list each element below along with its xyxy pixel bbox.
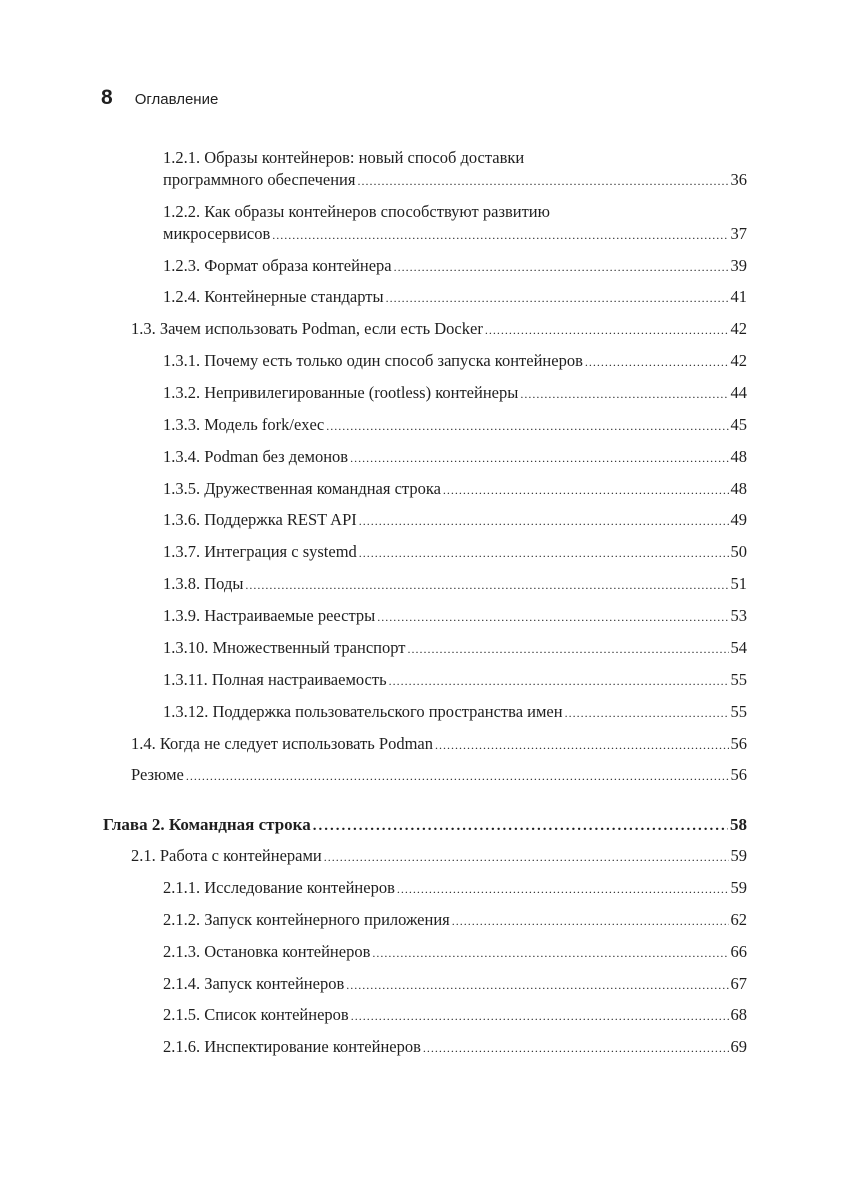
toc-page-number: 42 [730,319,747,338]
toc-entry-title: 1.3.12. Поддержка пользовательского пространства имен [163,702,563,721]
toc-entry-title: 1.2.3. Формат образа контейнера [163,256,392,275]
toc-entry-title: 1.3. Зачем использовать Podman, если есть Docker [131,319,483,338]
dot-leader [359,510,729,532]
toc-entry-title: 1.3.2. Непривилегированные (rootless) контейнеры [163,383,519,402]
toc-entry-title: 1.3.3. Модель fork/exec [163,415,325,434]
toc-page-number: 67 [730,974,747,993]
toc-entry-title: 1.3.11. Полная настраиваемость [163,670,387,689]
toc-entry-title: 2.1.2. Запуск контейнерного приложения [163,910,450,929]
toc-entry [163,1036,747,1059]
toc-page-number: 48 [730,447,747,466]
toc-chapter-title: Глава 2. Командная строка [103,815,311,834]
toc-entry [163,446,747,469]
toc-entry [163,701,747,724]
running-title: Оглавление [134,91,219,108]
toc-entry [163,541,747,564]
toc-entry [163,669,747,692]
dot-leader [377,606,728,628]
toc-entry-title: Резюме [131,765,184,784]
toc-page-number: 49 [730,510,747,529]
toc-entry [163,573,747,596]
toc-entry-title: 2.1.6. Инспектирование контейнеров [163,1037,421,1056]
dot-leader [346,974,728,996]
toc-entry [163,605,747,628]
toc-page-number: 62 [730,910,747,929]
toc-page-number: 68 [730,1005,747,1024]
toc-page-number: 56 [730,734,747,753]
toc-entry [163,478,747,501]
toc-entry-title: 1.3.5. Дружественная командная строка [163,479,441,498]
dot-leader [443,479,729,501]
toc-page-number: 44 [730,383,747,402]
dot-leader [585,351,729,373]
toc-page-number: 58 [730,815,747,834]
dot-leader [389,670,729,692]
dot-leader [324,846,729,868]
dot-leader [272,224,728,246]
toc-page-number: 51 [730,574,747,593]
toc-entry-title: 1.3.9. Настраиваемые реестры [163,606,376,625]
toc-entry-title: 1.4. Когда не следует использовать Podman [131,734,433,753]
toc-page-number: 59 [730,846,747,865]
dot-leader [423,1037,729,1059]
toc-entry [163,414,747,437]
toc-entry-title: 1.2.4. Контейнерные стандарты [163,287,384,306]
dot-leader [350,447,728,469]
toc-entry [163,147,747,192]
toc-page-number: 53 [730,606,747,625]
toc-entry-title: 2.1.5. Список контейнеров [163,1005,349,1024]
toc-page-number: 69 [730,1037,747,1056]
toc-entry [131,733,747,756]
dot-leader [397,878,729,900]
dot-leader [520,383,728,405]
dot-leader [386,287,729,309]
toc-entry-title: 1.3.10. Множественный транспорт [163,638,406,657]
toc-page-number: 50 [730,542,747,561]
dot-leader [359,542,729,564]
toc-entry-title: 2.1. Работа с контейнерами [131,846,322,865]
toc-entry-title: программного обеспечения [163,170,356,189]
toc-page-number: 41 [730,287,747,306]
dot-leader [372,942,728,964]
toc-entry [163,877,747,900]
toc-entry [163,509,747,532]
toc-page-number: 39 [730,256,747,275]
toc-entry-title: 1.3.4. Podman без демонов [163,447,349,466]
toc-page-number: 55 [730,670,747,689]
dot-leader [435,734,729,756]
toc-entry [163,1004,747,1027]
dot-leader [394,256,729,278]
toc-entry-title: 1.3.1. Почему есть только один способ запуска контейнеров [163,351,583,370]
toc-entry [163,909,747,932]
toc-page-number: 42 [730,351,747,370]
toc-entry-title: 1.3.7. Интеграция с systemd [163,542,357,561]
toc-entry-title: 1.3.8. Поды [163,574,244,593]
toc-entry [131,318,747,341]
page-number: 8 [101,86,113,109]
toc-entry [163,973,747,996]
toc-page-number: 56 [730,765,747,784]
toc-entry [163,255,747,278]
toc-chapter-entry [103,814,747,837]
toc-page-number: 55 [730,702,747,721]
toc-page-number: 54 [730,638,747,657]
dot-leader [326,415,728,437]
toc-page-number: 37 [730,224,747,243]
toc-entry [163,286,747,309]
toc-entry [163,201,747,246]
toc-page-number: 59 [730,878,747,897]
toc-entry-title-first-line: 1.2.2. Как образы контейнеров способствуют развитию [163,202,550,221]
toc-entry [163,941,747,964]
toc-entry-title: микросервисов [163,224,271,243]
toc-page-number: 36 [730,170,747,189]
toc-page-number: 48 [730,479,747,498]
dot-leader [245,574,728,596]
toc-entry [163,350,747,373]
dot-leader [485,319,729,341]
toc-entry-title-first-line: 1.2.1. Образы контейнеров: новый способ доставки [163,148,525,167]
dot-leader [313,815,728,837]
toc-entry [131,764,747,787]
toc-entry-title: 2.1.1. Исследование контейнеров [163,878,395,897]
toc-page-number: 45 [730,415,747,434]
dot-leader [565,702,729,724]
toc-entry-title: 2.1.3. Остановка контейнеров [163,942,371,961]
page-header [101,86,218,110]
dot-leader [357,170,728,192]
toc-entry [163,382,747,405]
toc-entry [163,637,747,660]
toc-page-number: 66 [730,942,747,961]
toc-entry [131,845,747,868]
dot-leader [452,910,729,932]
toc-entry-title: 2.1.4. Запуск контейнеров [163,974,345,993]
dot-leader [407,638,728,660]
dot-leader [351,1005,729,1027]
toc-entry-title: 1.3.6. Поддержка REST API [163,510,357,529]
dot-leader [186,765,729,787]
